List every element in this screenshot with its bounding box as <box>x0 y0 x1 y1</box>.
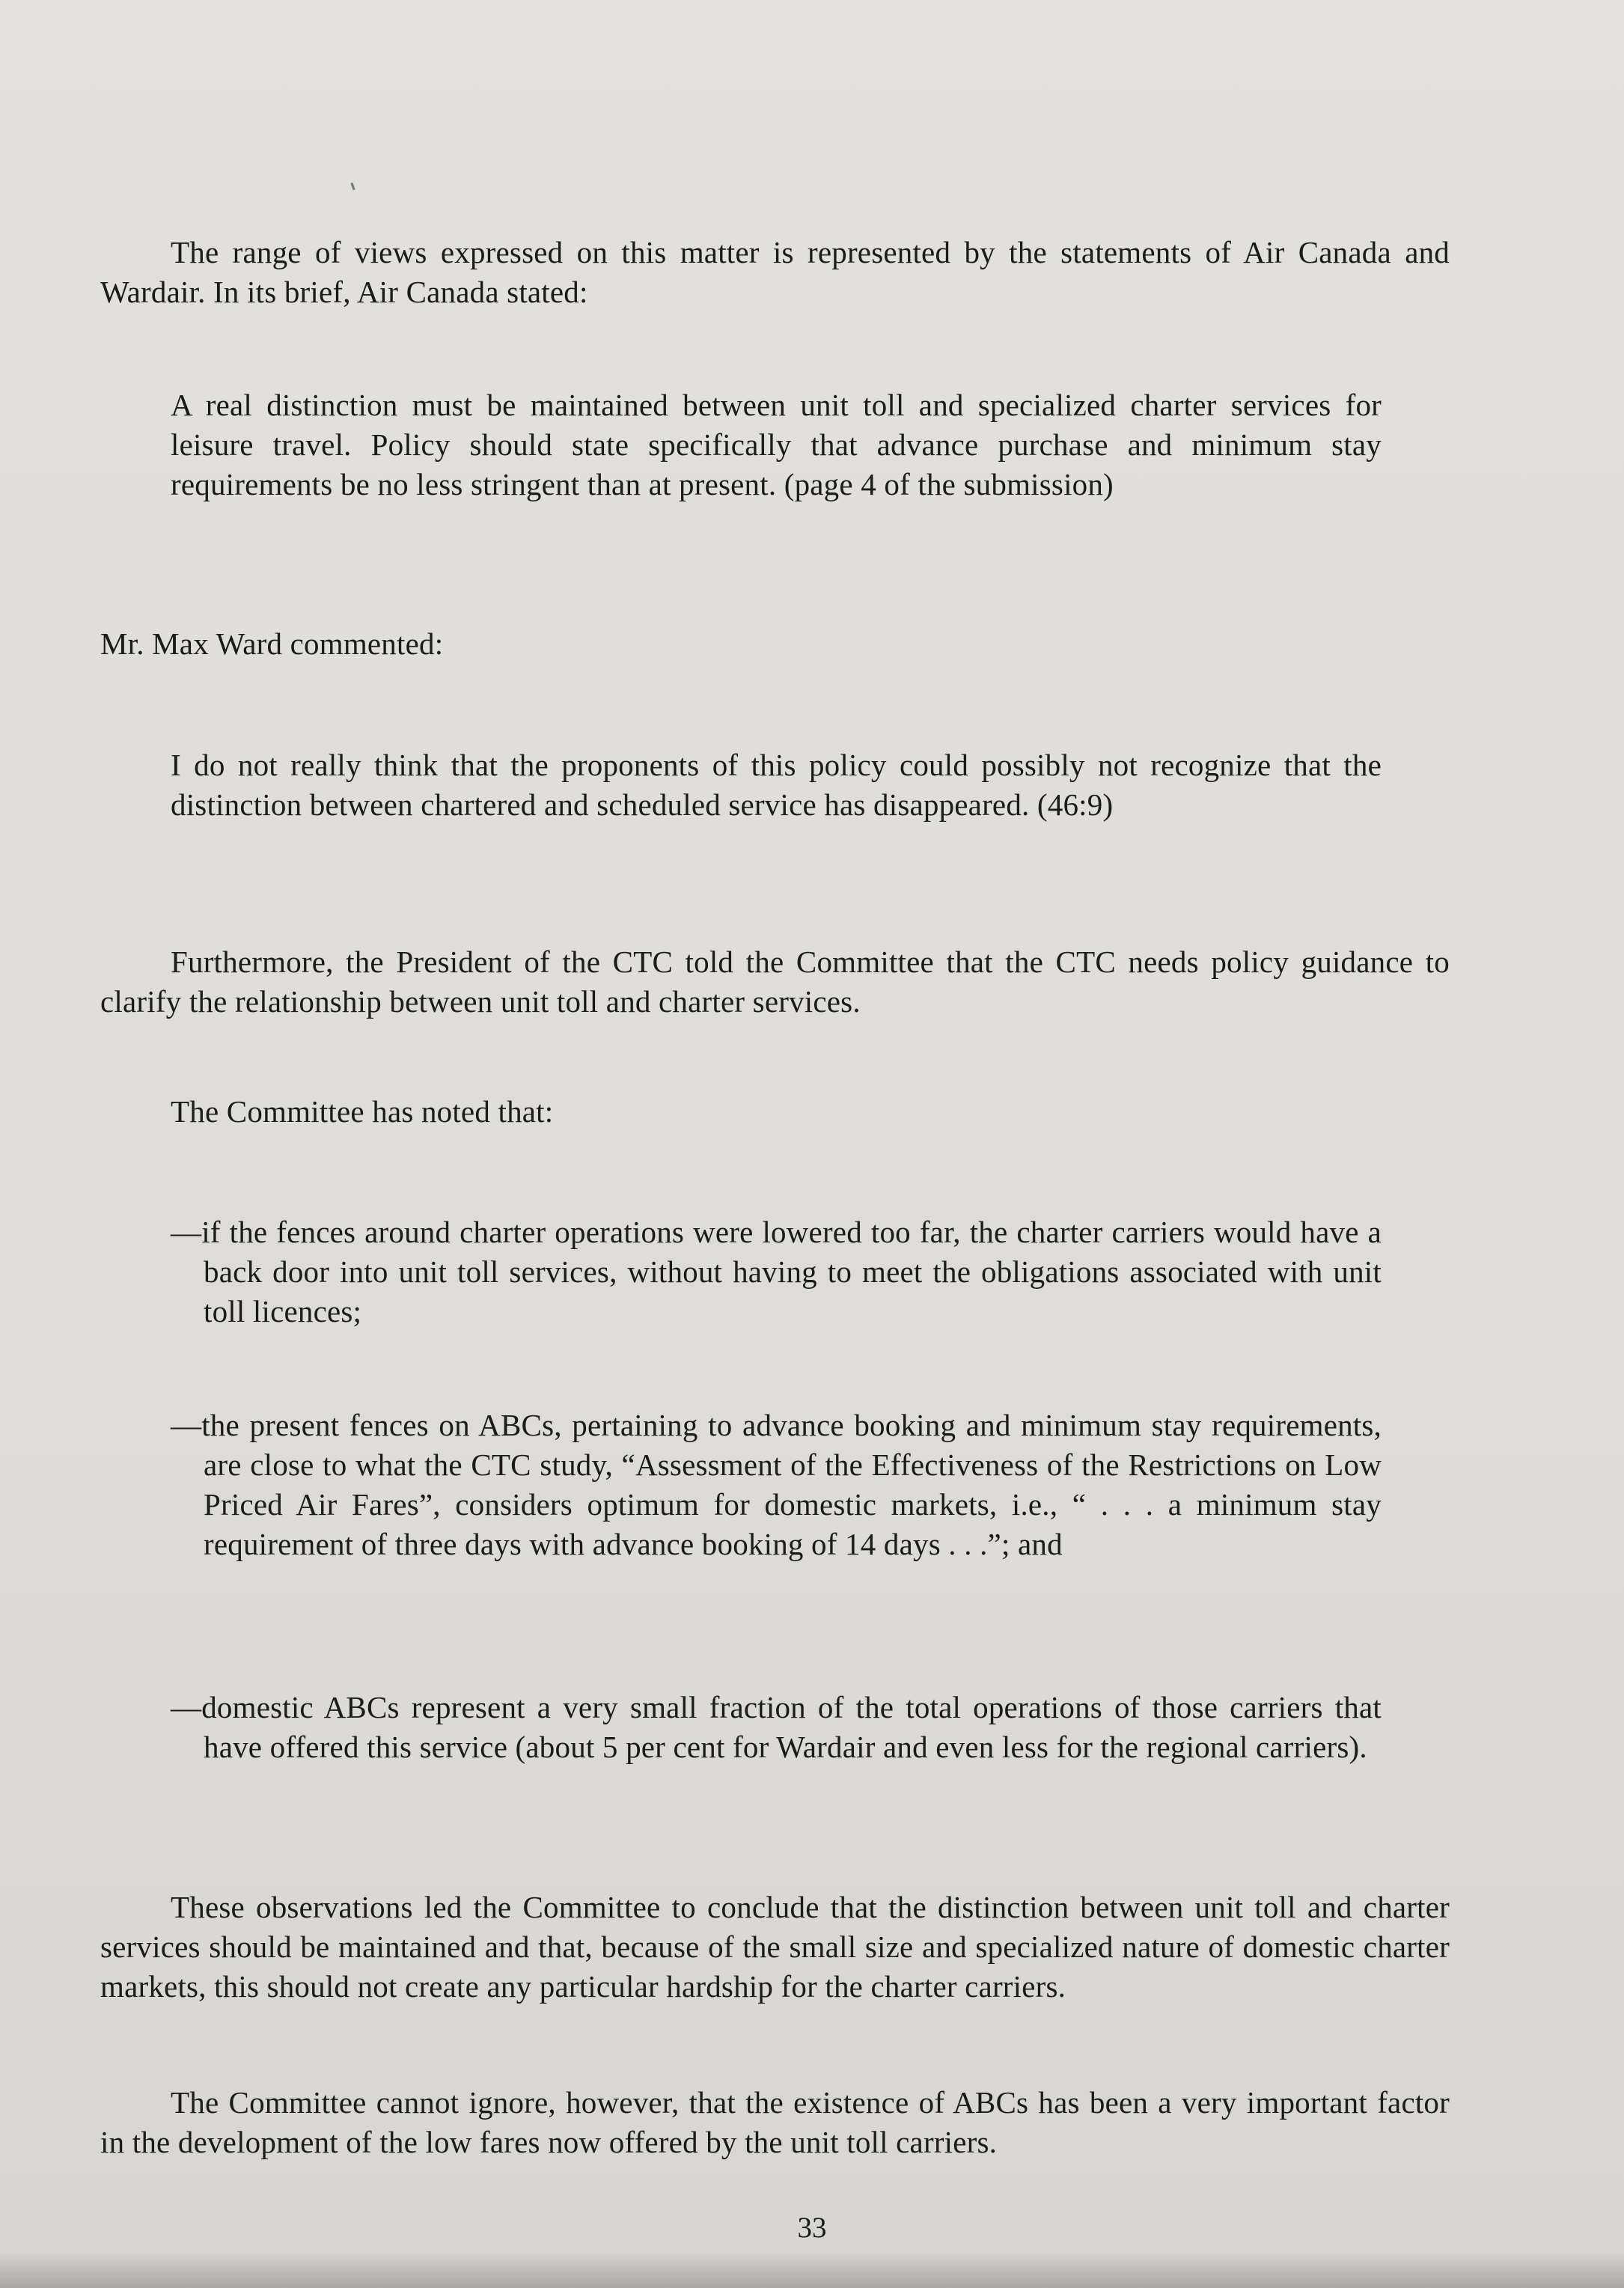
bullet-present-fences: —the present fences on ABCs, pertaining to advance booking and minimum stay requirements, are close to what the CTC study, “Assessment of the Effectiveness of the Restrictions on Low Priced Air Fares”, considers optimum for domestic markets, i.e., “ . . . a minimum stay requirement of three days with advance booking of 14 days . . .”; and <box>171 1408 1382 1561</box>
bullet-domestic-abcs: —domestic ABCs represent a very small fraction of the total operations of those carriers that have offered this service (about 5 per cent for Wardair and even less for the regional carriers). <box>171 1690 1382 1764</box>
paragraph-ctc-president: Furthermore, the President of the CTC told the Committee that the CTC needs policy guidance to clarify the relationship between unit toll and charter services. <box>100 945 1450 1019</box>
page-number: 33 <box>797 2212 827 2244</box>
page-bottom-shadow <box>0 2251 1624 2288</box>
paragraph-committee-noted: The Committee has noted that: <box>171 1094 554 1129</box>
quote-air-canada: A real distinction must be maintained between unit toll and specialized charter services for leisure travel. Policy should state specifically that advance purchase and minimum stay requirements be no less stringent than at present. (page 4 of the submission) <box>171 388 1382 501</box>
scan-mark <box>350 183 355 190</box>
quote-max-ward: I do not really think that the proponents of this policy could possibly not recognize that the distinction between chartered and scheduled service has disappeared. (46:9) <box>171 748 1382 822</box>
paragraph-abcs-importance: The Committee cannot ignore, however, that the existence of ABCs has been a very important factor in the development of the low fares now offered by the unit toll carriers. <box>100 2085 1450 2159</box>
paragraph-conclusion: These observations led the Committee to conclude that the distinction between unit toll and charter services should be maintained and that, because of the small size and specialized nature of domestic charter markets, this should not create any particular hardship for the charter carriers. <box>100 1890 1450 2004</box>
paragraph-views-expressed: The range of views expressed on this matter is represented by the statements of Air Canada and Wardair. In its brief, Air Canada stated: <box>100 235 1450 309</box>
bullet-fences-lowered: —if the fences around charter operations were lowered too far, the charter carriers would have a back door into unit toll services, without having to meet the obligations associated with unit toll licences; <box>171 1215 1382 1328</box>
paragraph-max-ward: Mr. Max Ward commented: <box>100 626 444 661</box>
